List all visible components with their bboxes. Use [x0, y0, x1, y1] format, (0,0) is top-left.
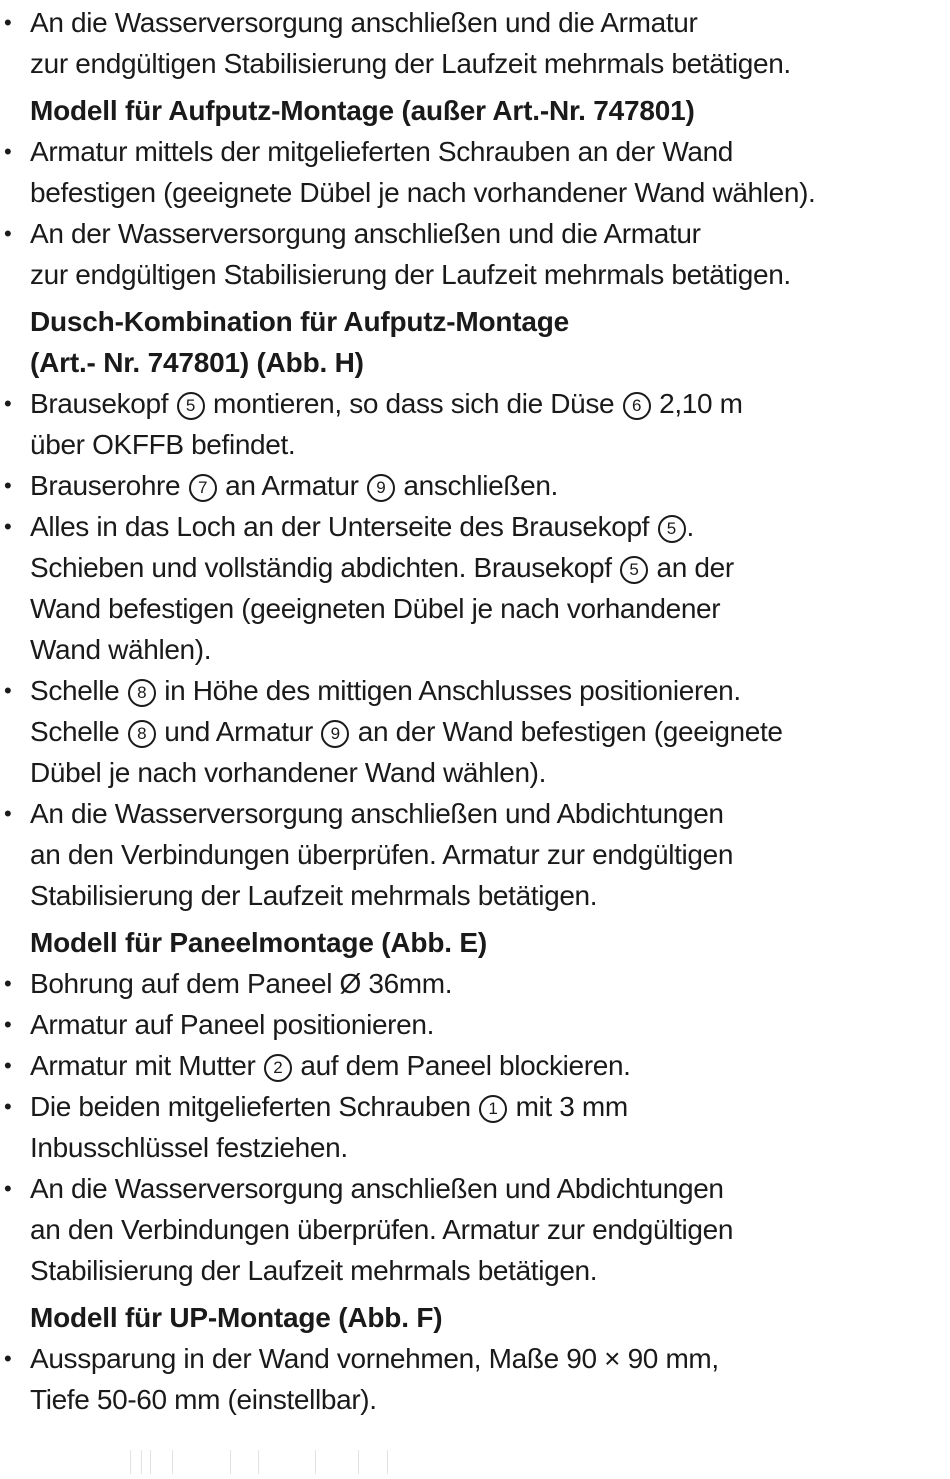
- circled-number-icon: 8: [128, 720, 156, 748]
- footer-crop-marks: [0, 1448, 950, 1478]
- section-heading: [0, 90, 950, 131]
- text-segment: An die Wasserversorgung anschließen und Abdichtungen: [30, 798, 724, 829]
- text-segment: in Höhe des mittigen Anschlusses positionieren.: [156, 675, 741, 706]
- bullet-line: [30, 131, 950, 172]
- text-segment: an der: [649, 552, 734, 583]
- text-segment: Schieben und vollständig abdichten. Brausekopf: [30, 552, 620, 583]
- bullet-icon: •: [4, 1346, 12, 1371]
- text-segment: an der Wand befestigen (geeignete: [350, 716, 783, 747]
- heading-line: Modell für Aufputz-Montage (außer Art.-Nr. 747801): [30, 95, 695, 126]
- bullet-item: [0, 670, 950, 793]
- bullet-line: [30, 1379, 950, 1420]
- bullet-line: [30, 172, 950, 213]
- bullet-line: [30, 1209, 950, 1250]
- bullet-line: [30, 213, 950, 254]
- crop-mark: [387, 1450, 388, 1474]
- text-segment: Stabilisierung der Laufzeit mehrmals betätigen.: [30, 1255, 598, 1286]
- text-segment: an den Verbindungen überprüfen. Armatur zur endgültigen: [30, 1214, 734, 1245]
- bullet-line: [30, 1168, 950, 1209]
- text-segment: Brauserohre: [30, 470, 188, 501]
- text-segment: und Armatur: [156, 716, 321, 747]
- text-segment: Bohrung auf dem Paneel Ø 36mm.: [30, 968, 453, 999]
- bullet-line: [30, 963, 950, 1004]
- bullet-line: [30, 2, 950, 43]
- bullet-icon: •: [4, 801, 12, 826]
- bullet-line: [30, 1045, 950, 1086]
- text-segment: 2,10 m: [651, 388, 743, 419]
- bullet-icon: •: [4, 473, 12, 498]
- circled-number-icon: 9: [321, 720, 349, 748]
- text-segment: an den Verbindungen überprüfen. Armatur zur endgültigen: [30, 839, 734, 870]
- text-segment: Brausekopf: [30, 388, 176, 419]
- bullet-line: [30, 670, 950, 711]
- text-segment: Armatur auf Paneel positionieren.: [30, 1009, 435, 1040]
- crop-mark: [358, 1450, 359, 1474]
- bullet-icon: •: [4, 1053, 12, 1078]
- crop-mark: [230, 1450, 231, 1474]
- bullet-icon: •: [4, 1012, 12, 1037]
- circled-number-icon: 5: [620, 556, 648, 584]
- crop-mark: [141, 1450, 142, 1474]
- bullet-item: [0, 2, 950, 84]
- text-segment: an Armatur: [217, 470, 366, 501]
- circled-number-icon: 2: [264, 1054, 292, 1082]
- bullet-item: [0, 131, 950, 213]
- bullet-line: [30, 43, 950, 84]
- bullet-line: [30, 711, 950, 752]
- heading-line: (Art.- Nr. 747801) (Abb. H): [30, 347, 364, 378]
- section-heading: [0, 301, 950, 383]
- bullet-line: [30, 1338, 950, 1379]
- bullet-item: [0, 465, 950, 506]
- crop-mark: [258, 1450, 259, 1474]
- text-segment: auf dem Paneel blockieren.: [292, 1050, 631, 1081]
- bullet-line: [30, 588, 950, 629]
- bullet-item: [0, 1004, 950, 1045]
- bullet-item: [0, 506, 950, 670]
- text-segment: anschließen.: [395, 470, 558, 501]
- bullet-icon: •: [4, 678, 12, 703]
- text-segment: zur endgültigen Stabilisierung der Laufzeit mehrmals betätigen.: [30, 259, 791, 290]
- text-segment: Armatur mittels der mitgelieferten Schrauben an der Wand: [30, 136, 734, 167]
- text-segment: über OKFFB befindet.: [30, 429, 296, 460]
- bullet-item: [0, 1045, 950, 1086]
- bullet-line: [30, 752, 950, 793]
- bullet-line: [30, 629, 950, 670]
- bullet-line: [30, 1004, 950, 1045]
- text-segment: Schelle: [30, 716, 127, 747]
- crop-mark: [315, 1450, 316, 1474]
- text-segment: Dübel je nach vorhandener Wand wählen).: [30, 757, 547, 788]
- bullet-item: [0, 1338, 950, 1420]
- bullet-item: [0, 213, 950, 295]
- heading-line: Modell für UP-Montage (Abb. F): [30, 1302, 443, 1333]
- bullet-icon: •: [4, 971, 12, 996]
- text-segment: Alles in das Loch an der Unterseite des Brausekopf: [30, 511, 657, 542]
- text-segment: Aussparung in der Wand vornehmen, Maße 90 × 90 mm,: [30, 1343, 719, 1374]
- bullet-icon: •: [4, 139, 12, 164]
- heading-line: Dusch-Kombination für Aufputz-Montage: [30, 306, 570, 337]
- bullet-item: [0, 793, 950, 916]
- heading-line: Modell für Paneelmontage (Abb. E): [30, 927, 487, 958]
- text-segment: Inbusschlüssel festziehen.: [30, 1132, 348, 1163]
- section-heading: [0, 1297, 950, 1338]
- circled-number-icon: 8: [128, 679, 156, 707]
- bullet-icon: •: [4, 10, 12, 35]
- bullet-line: [30, 424, 950, 465]
- crop-mark: [130, 1450, 131, 1474]
- text-segment: Wand befestigen (geeigneten Dübel je nach vorhandener: [30, 593, 721, 624]
- text-segment: Die beiden mitgelieferten Schrauben: [30, 1091, 479, 1122]
- text-segment: Stabilisierung der Laufzeit mehrmals betätigen.: [30, 880, 598, 911]
- circled-number-icon: 7: [189, 474, 217, 502]
- crop-mark: [150, 1450, 151, 1474]
- text-segment: An die Wasserversorgung anschließen und Abdichtungen: [30, 1173, 724, 1204]
- text-segment: Tiefe 50-60 mm (einstellbar).: [30, 1384, 377, 1415]
- circled-number-icon: 6: [623, 392, 651, 420]
- bullet-line: [30, 793, 950, 834]
- section-heading: [0, 922, 950, 963]
- bullet-line: [30, 875, 950, 916]
- text-segment: .: [686, 511, 694, 542]
- circled-number-icon: 5: [177, 392, 205, 420]
- bullet-line: [30, 1250, 950, 1291]
- bullet-line: [30, 506, 950, 547]
- crop-mark: [172, 1450, 173, 1474]
- bullet-item: [0, 1168, 950, 1291]
- bullet-icon: •: [4, 1094, 12, 1119]
- bullet-line: [30, 383, 950, 424]
- text-segment: montieren, so dass sich die Düse: [205, 388, 622, 419]
- circled-number-icon: 5: [658, 515, 686, 543]
- text-segment: mit 3 mm: [508, 1091, 628, 1122]
- text-segment: Armatur mit Mutter: [30, 1050, 263, 1081]
- circled-number-icon: 9: [367, 474, 395, 502]
- text-segment: befestigen (geeignete Dübel je nach vorhandener Wand wählen).: [30, 177, 816, 208]
- text-segment: An der Wasserversorgung anschließen und die Armatur: [30, 218, 701, 249]
- text-segment: Schelle: [30, 675, 127, 706]
- bullet-item: [0, 383, 950, 465]
- bullet-item: [0, 1086, 950, 1168]
- bullet-icon: •: [4, 1176, 12, 1201]
- bullet-icon: •: [4, 514, 12, 539]
- text-segment: Wand wählen).: [30, 634, 212, 665]
- text-segment: zur endgültigen Stabilisierung der Laufzeit mehrmals betätigen.: [30, 48, 791, 79]
- bullet-icon: •: [4, 391, 12, 416]
- bullet-line: [30, 834, 950, 875]
- text-segment: An die Wasserversorgung anschließen und die Armatur: [30, 7, 698, 38]
- bullet-line: [30, 1086, 950, 1127]
- bullet-line: [30, 254, 950, 295]
- bullet-item: [0, 963, 950, 1004]
- circled-number-icon: 1: [479, 1095, 507, 1123]
- bullet-icon: •: [4, 221, 12, 246]
- bullet-line: [30, 465, 950, 506]
- bullet-line: [30, 1127, 950, 1168]
- bullet-line: [30, 547, 950, 588]
